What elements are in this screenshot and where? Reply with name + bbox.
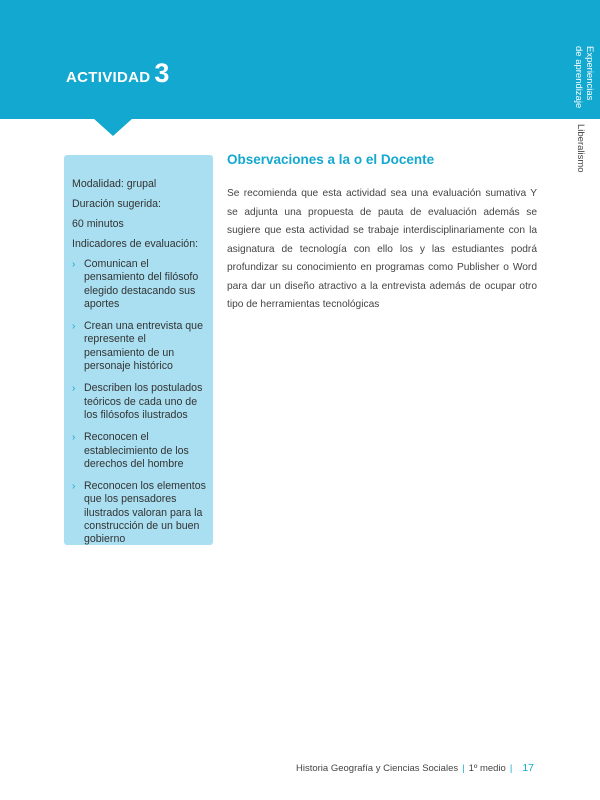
page-footer	[296, 762, 534, 774]
footer-subject: Historia Geografía y Ciencias Sociales	[296, 763, 459, 774]
indicator-text: Comunican el pensamiento del filósofo elegido destacando sus aportes	[84, 258, 199, 310]
duracion-label: Duración sugerida:	[72, 198, 161, 210]
modalidad-label: Modalidad:	[72, 178, 124, 190]
side-unit-label: Liberalismo	[575, 124, 586, 173]
side-section-tab	[564, 42, 598, 109]
list-item	[72, 431, 207, 471]
bullet-icon: ›	[72, 259, 76, 270]
indicator-text: Reconocen el establecimiento de los derechos del hombre	[84, 431, 189, 470]
list-item	[72, 320, 207, 373]
list-item	[72, 382, 207, 422]
footer-level: 1º medio	[468, 763, 506, 774]
indicator-text: Crean una entrevista que represente el pensamiento de un personaje histórico	[84, 320, 203, 373]
header-notch	[93, 118, 133, 136]
list-item	[72, 258, 207, 311]
section-title: Observaciones a la o el Docente	[227, 152, 435, 167]
bullet-icon: ›	[72, 432, 76, 444]
bullet-icon: ›	[72, 321, 76, 333]
footer-separator: |	[462, 763, 465, 774]
bullet-icon: ›	[72, 481, 76, 493]
modalidad-value: grupal	[126, 178, 157, 190]
activity-info-box	[64, 155, 213, 545]
activity-number: 3	[154, 58, 170, 88]
section-body: Se recomienda que esta actividad sea una evaluación sumativa Y se adjunta una propuesta de pauta de evaluación además se sugiere que esta actividad se trabaje interdisciplinariamente con la asignatura de tecnología con ello los y las estudiantes podrá profundizar su conocimiento en programas como Publisher o Word para dar un diseño atractivo a la entrevista además de ocupar otro tipo de herramientas tecnológicas	[227, 188, 537, 310]
indicator-text: Describen los postulados teóricos de cada uno de los filósofos ilustrados	[84, 382, 203, 421]
page-number: 17	[522, 762, 535, 774]
side-section-line2: de aprendizaje	[573, 46, 584, 109]
modalidad-row	[72, 178, 207, 190]
list-item	[72, 480, 207, 546]
footer-separator: |	[509, 763, 513, 774]
activity-label: ACTIVIDAD	[66, 69, 151, 86]
indicadores-label: Indicadores de evaluación:	[72, 238, 199, 250]
duracion-value: 60 minutos	[72, 218, 124, 230]
indicator-text: Reconocen los elementos que los pensadores ilustrados valoran para la construcción de un buen gobierno	[84, 480, 206, 546]
indicadores-list	[72, 258, 207, 547]
bullet-icon: ›	[72, 383, 76, 395]
side-section-line1: Experiencias	[584, 46, 595, 101]
activity-title	[66, 58, 169, 89]
